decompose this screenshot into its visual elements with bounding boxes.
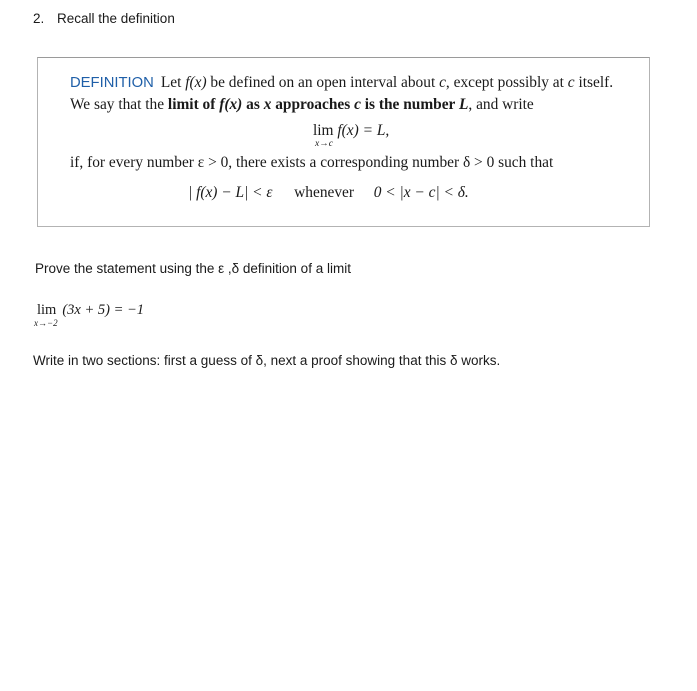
def-bold: c xyxy=(354,96,361,113)
def-fx: f(x) xyxy=(185,74,207,91)
def-text: , and write xyxy=(468,96,534,113)
definition-inequality xyxy=(188,184,469,202)
ineq-left: | f(x) − L| < ε xyxy=(188,184,273,201)
def-c: c xyxy=(567,74,575,91)
problem-limit xyxy=(34,302,145,328)
def-bold: L xyxy=(458,96,469,113)
def-c: c xyxy=(439,74,446,91)
ineq-whenever: whenever xyxy=(294,184,354,201)
question-heading-text: Recall the definition xyxy=(57,11,175,26)
def-text: , except possibly at xyxy=(445,74,568,91)
write-instruction: Write in two sections: first a guess of δ, next a proof showing that this δ works. xyxy=(33,353,501,368)
definition-box xyxy=(37,57,650,227)
ineq-right: 0 < |x − c| < δ. xyxy=(373,184,469,201)
question-heading xyxy=(33,11,175,26)
def-bold: approaches xyxy=(271,96,355,113)
problem-lim-word: lim xyxy=(37,302,57,318)
problem-lim-subscript: x→−2 xyxy=(34,318,58,328)
lim-body: f(x) = L, xyxy=(337,122,390,139)
lim-subscript: x→c xyxy=(315,139,333,149)
def-text: itself. We say that the xyxy=(70,74,614,113)
question-number: 2. xyxy=(33,11,45,26)
definition-label: DEFINITION xyxy=(70,75,154,91)
definition-limit-display xyxy=(313,122,390,149)
prove-instruction: Prove the statement using the ε ,δ definition of a limit xyxy=(35,261,351,276)
def-text: be defined on an open interval about xyxy=(206,74,440,91)
def-bold: x xyxy=(263,96,272,113)
def-text: Let xyxy=(160,74,186,91)
def-bold: f(x) xyxy=(219,96,243,113)
def-bold: as xyxy=(242,96,264,113)
def-bold: limit of xyxy=(167,96,220,113)
problem-lim-expression: (3x + 5) = −1 xyxy=(62,302,145,318)
definition-paragraph xyxy=(70,72,630,115)
lim-word: lim xyxy=(313,122,334,139)
definition-condition: if, for every number ε > 0, there exists a corresponding number δ > 0 such that xyxy=(70,154,554,171)
def-bold: is the number xyxy=(360,96,459,113)
